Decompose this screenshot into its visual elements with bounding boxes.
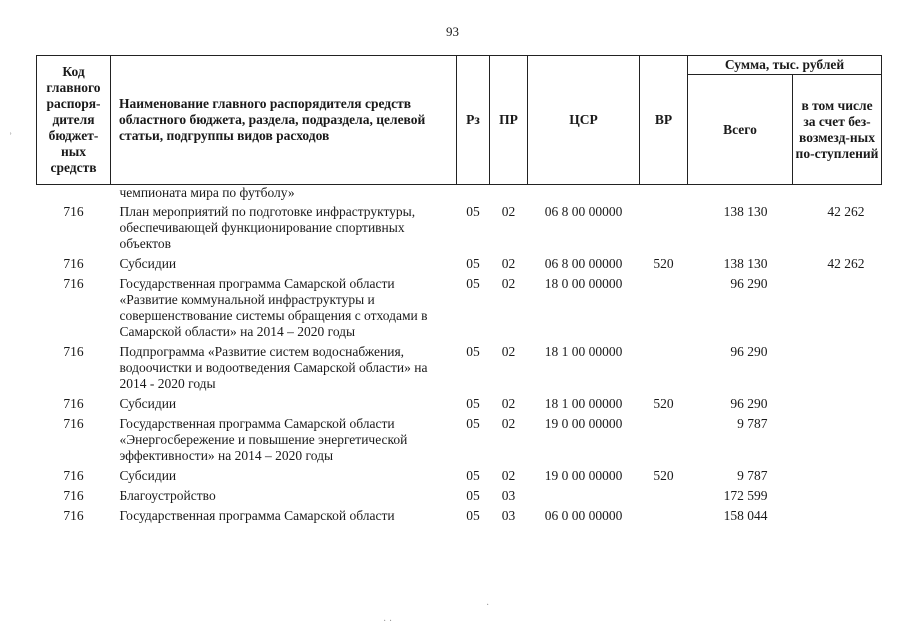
cell-csr: 06 8 00 00000 [544, 204, 623, 219]
cell-free [793, 468, 882, 488]
cell-rz: 05 [466, 488, 480, 503]
cell-free [793, 276, 882, 344]
cell-name: Государственная программа Самарской области [119, 508, 395, 523]
scan-speck: · [486, 600, 490, 611]
cell-free [793, 508, 882, 528]
margin-mark: ˒ [9, 127, 13, 138]
cell-name: Государственная программа Самарской области «Развитие коммунальной инфраструктуры и совершенствование системы обращения с отходами в Самарской области» на 2014 – 2020 годы [119, 276, 428, 339]
cell-csr: 18 1 00 00000 [544, 396, 623, 411]
cell-total: 96 290 [730, 344, 768, 359]
cell-csr: 06 0 00 00000 [544, 508, 623, 523]
cell-vr [640, 416, 688, 468]
table-row [37, 204, 882, 256]
cell-csr: 19 0 00 00000 [544, 468, 623, 483]
table-row [37, 488, 882, 508]
cell-name: Благоустройство [119, 488, 216, 503]
cell-csr: 06 8 00 00000 [544, 256, 623, 271]
cell-vr [640, 344, 688, 396]
header-vr: ВР [640, 56, 688, 185]
cell-total: 158 044 [723, 508, 768, 523]
header-code: Код главного распоря-дителя бюджет-ных средств [37, 56, 111, 185]
cell-code: 716 [63, 508, 84, 523]
cell-vr: 520 [653, 468, 674, 483]
header-rz: Рз [457, 56, 490, 185]
cell-total: 96 290 [730, 276, 768, 291]
scan-speck: · · [383, 616, 393, 627]
cell-free [793, 396, 882, 416]
cell-pr: 02 [501, 276, 516, 291]
cell-csr: 19 0 00 00000 [544, 416, 623, 431]
cell-rz: 05 [466, 276, 480, 291]
cell-rz: 05 [466, 416, 480, 431]
cell-free: 42 262 [827, 256, 865, 271]
cell-total: 172 599 [723, 488, 768, 503]
cell-code: 716 [63, 256, 84, 271]
cell-total: 138 130 [723, 256, 768, 271]
cell-csr [528, 488, 640, 508]
cell-name: Подпрограмма «Развитие систем водоснабжения, водоочистки и водоотведения Самарской области» на 2014 - 2020 годы [119, 344, 428, 391]
continuation-row [37, 185, 882, 205]
cell-free [793, 344, 882, 396]
cell-pr: 02 [501, 396, 516, 411]
cell-pr: 02 [501, 256, 516, 271]
cell-rz: 05 [466, 256, 480, 271]
continuation-text: чемпионата мира по футболу» [119, 185, 295, 200]
cell-rz: 05 [466, 468, 480, 483]
cell-vr: 520 [653, 256, 674, 271]
cell-pr: 02 [501, 344, 516, 359]
cell-vr [640, 276, 688, 344]
cell-code: 716 [63, 396, 84, 411]
cell-code: 716 [63, 488, 84, 503]
table-body [37, 185, 882, 529]
cell-total: 9 787 [737, 416, 768, 431]
cell-code: 716 [63, 468, 84, 483]
cell-vr [640, 488, 688, 508]
table-row [37, 276, 882, 344]
cell-csr: 18 0 00 00000 [544, 276, 623, 291]
cell-pr: 02 [501, 416, 516, 431]
header-free: в том числе за счет без-возмезд-ных по-ступлений [793, 75, 882, 185]
table-row [37, 344, 882, 396]
cell-free [793, 488, 882, 508]
cell-rz: 05 [466, 396, 480, 411]
cell-free: 42 262 [827, 204, 865, 219]
cell-vr [640, 204, 688, 256]
budget-table [36, 55, 882, 528]
cell-code: 716 [63, 276, 84, 291]
cell-pr: 03 [501, 488, 516, 503]
cell-csr: 18 1 00 00000 [544, 344, 623, 359]
cell-pr: 02 [501, 468, 516, 483]
table-row [37, 508, 882, 528]
table-row [37, 256, 882, 276]
cell-name: Субсидии [119, 396, 177, 411]
cell-vr [640, 508, 688, 528]
cell-total: 96 290 [730, 396, 768, 411]
cell-total: 9 787 [737, 468, 768, 483]
cell-vr: 520 [653, 396, 674, 411]
table-row [37, 396, 882, 416]
header-name: Наименование главного распорядителя средств областного бюджета, раздела, подраздела, целевой статьи, подгруппы видов расходов [111, 56, 457, 185]
cell-name: Субсидии [119, 468, 177, 483]
cell-name: Субсидии [119, 256, 177, 271]
cell-code: 716 [63, 204, 84, 219]
cell-code: 716 [63, 344, 84, 359]
header-csr: ЦСР [528, 56, 640, 185]
table-header [37, 56, 882, 185]
header-sum: Сумма, тыс. рублей [688, 56, 882, 75]
cell-rz: 05 [466, 344, 480, 359]
cell-code: 716 [63, 416, 84, 431]
cell-name: План мероприятий по подготовке инфраструктуры, обеспечивающей функционирование спортивных объектов [119, 204, 416, 251]
table-row [37, 468, 882, 488]
cell-pr: 02 [501, 204, 516, 219]
cell-rz: 05 [466, 204, 480, 219]
header-pr: ПР [490, 56, 528, 185]
table-row [37, 416, 882, 468]
page-number: 93 [446, 24, 459, 39]
cell-pr: 03 [501, 508, 516, 523]
cell-rz: 05 [466, 508, 480, 523]
cell-free [793, 416, 882, 468]
cell-name: Государственная программа Самарской области «Энергосбережение и повышение энергетической эффективности» на 2014 – 2020 годы [119, 416, 408, 463]
header-total: Всего [688, 75, 793, 185]
cell-total: 138 130 [723, 204, 768, 219]
